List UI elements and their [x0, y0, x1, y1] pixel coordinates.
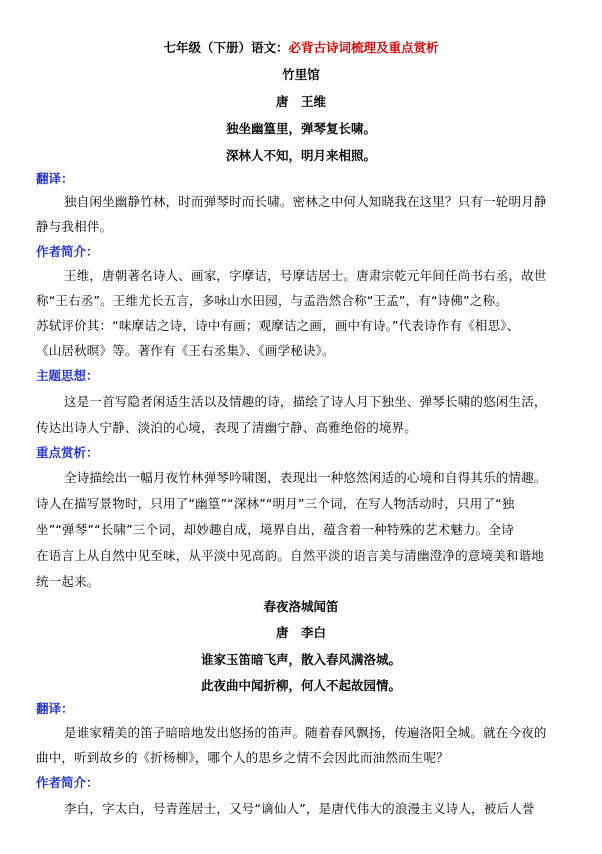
- poem1-analysis-line: 在语言上从自然中见至味，从平淡中见高韵。自然平淡的语言美与清幽澄净的意境美和谐地: [36, 548, 545, 563]
- poem1-title: 竹里馆: [282, 67, 320, 82]
- poem2-author: 唐 李白: [275, 625, 326, 640]
- poem2-translation-heading: 翻译：: [36, 701, 74, 716]
- poem1-analysis-line: 全诗描绘出一幅月夜竹林弹琴吟啸图，表现出一种悠然闲适的心境和自得其乐的情趣。: [64, 470, 547, 485]
- poem1-translation-heading: 翻译：: [36, 171, 74, 186]
- poem2-line2: 此夜曲中闻折柳，何人不起故园情。: [200, 678, 401, 693]
- poem1-author: 唐 王维: [275, 94, 326, 109]
- poem1-theme-line: 这是一首写隐者闲适生活以及情趣的诗，描绘了诗人月下独坐、弹琴长啸的悠闲生活，: [64, 394, 547, 409]
- poem2-translation-line: 是谁家精美的笛子暗暗地发出悠扬的笛声。随着春风飘扬，传遍洛阳全城。就在今夜的: [64, 725, 547, 740]
- document-title: [0, 40, 602, 56]
- poem2-translation-line: 曲中，听到故乡的《折杨柳》，哪个人的思乡之情不会因此而油然而生呢？: [36, 750, 449, 765]
- document-title-part2: 必背古诗词梳理及重点赏析: [288, 40, 439, 55]
- poem1-analysis-line: 坐”“弹琴”“长啸”三个词，却妙趣自成，境界自出，蕴含着一种特殊的艺术魅力。全诗: [36, 522, 514, 537]
- poem1-translation-line: 独自闲坐幽静竹林，时而弹琴时而长啸。密林之中何人知晓我在这里？只有一轮明月静: [64, 194, 547, 209]
- poem1-author-heading: 作者简介：: [36, 244, 99, 259]
- poem1-author-line: 苏轼评价其：“味摩诘之诗，诗中有画；观摩诘之画，画中有诗。”代表诗作有《相思》、: [36, 318, 520, 333]
- poem1-author-line: 王维，唐朝著名诗人、画家，字摩诘，号摩诘居士。唐肃宗乾元年间任尚书右丞，故世: [64, 268, 547, 283]
- poem1-theme-line: 传达出诗人宁静、淡泊的心境，表现了清幽宁静、高雅绝俗的境界。: [36, 420, 418, 435]
- poem1-author-line: 《山居秋暝》等。著作有《王右丞集》、《画学秘诀》。: [36, 343, 335, 358]
- poem1-analysis-heading: 重点赏析：: [36, 445, 99, 460]
- poem2-author-line: 李白，字太白，号青莲居士，又号“谪仙人”，是唐代伟大的浪漫主义诗人，被后人誉: [64, 801, 535, 816]
- document-title-part1: 七年级（下册）语文：: [163, 40, 289, 55]
- poem2-line1: 谁家玉笛暗飞声，散入春风满洛城。: [200, 652, 401, 667]
- poem1-analysis-line: 诗人在描写景物时，只用了“幽篁”“深林”“明月”三个词，在写人物活动时，只用了“独: [36, 496, 515, 511]
- poem2-author-heading: 作者简介：: [36, 775, 99, 790]
- poem1-analysis-line: 统一起来。: [36, 574, 100, 589]
- poem1-author-line: 称“王右丞”。王维尤长五言，多咏山水田园，与孟浩然合称“王孟”，有“诗佛”之称。: [36, 293, 508, 308]
- poem1-line1: 独坐幽篁里，弹琴复长啸。: [225, 121, 376, 136]
- poem1-translation-line: 静与我相伴。: [36, 219, 113, 234]
- poem2-title: 春夜洛城闻笛: [263, 599, 339, 614]
- poem1-theme-heading: 主题思想：: [36, 368, 99, 383]
- poem1-line2: 深林人不知，明月来相照。: [225, 148, 376, 163]
